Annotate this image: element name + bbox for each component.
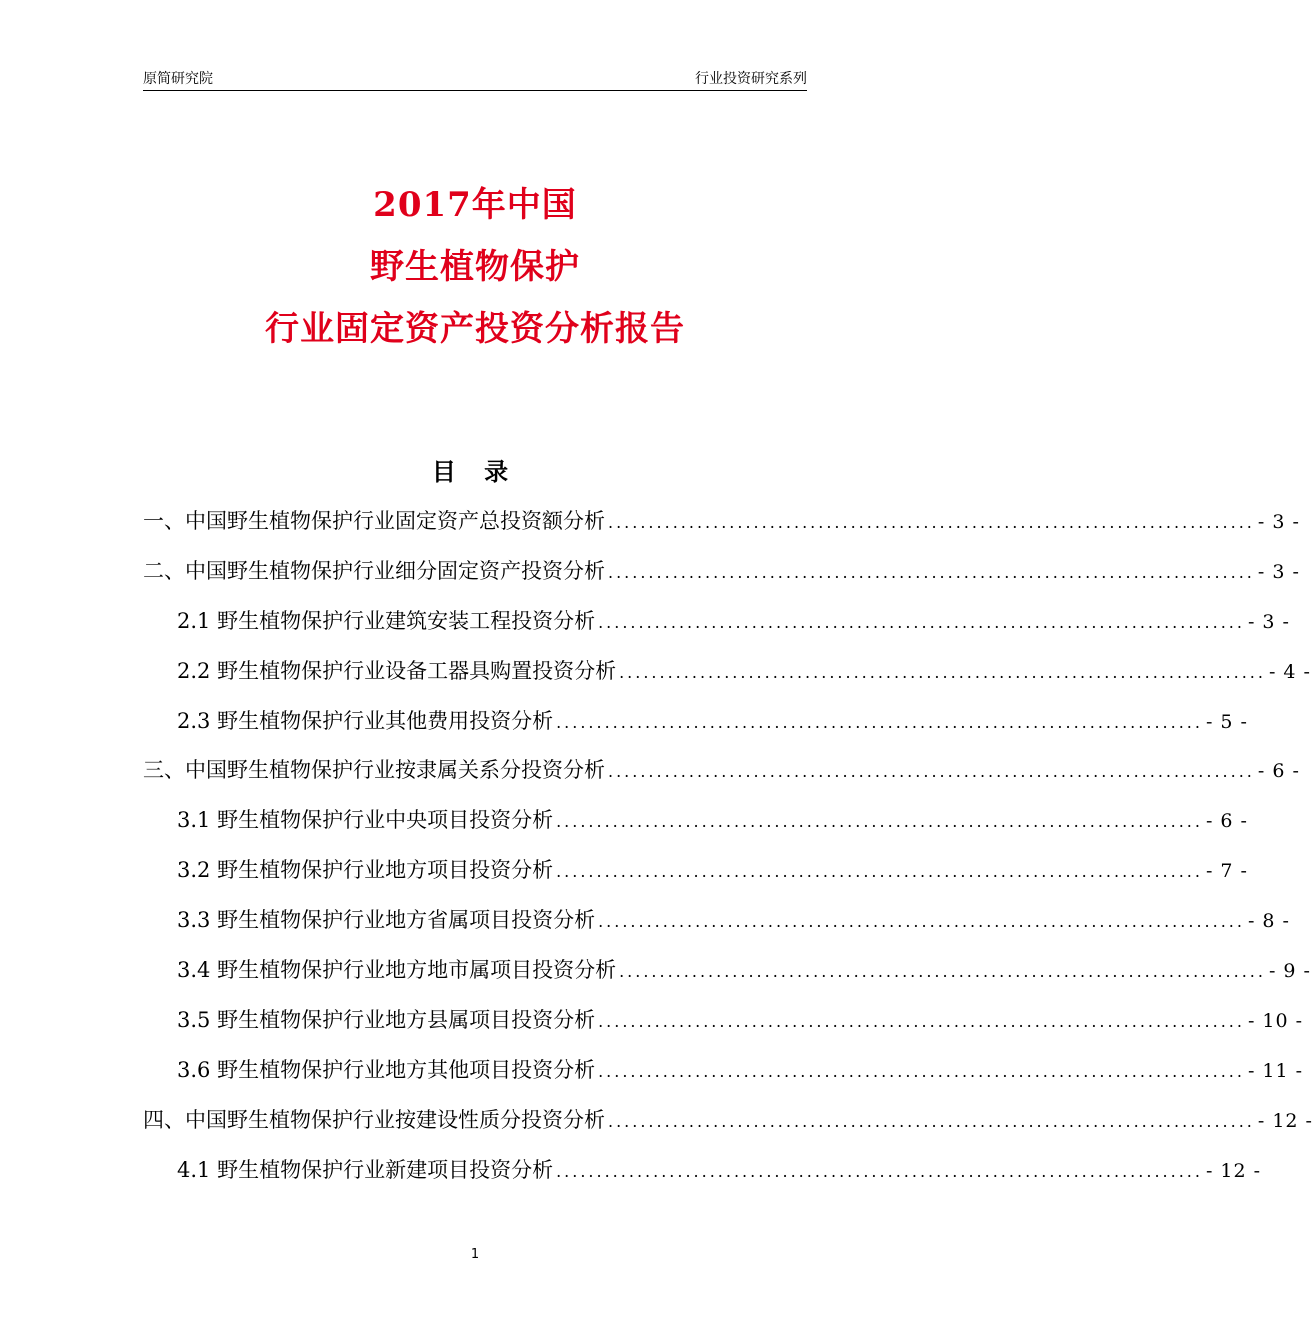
- title-line-1: 2017年中国: [373, 185, 577, 225]
- toc-entry-page: - 5 -: [1205, 710, 1248, 733]
- toc-entry-page: - 11 -: [1247, 1059, 1304, 1082]
- title-line-3: 行业固定资产投资分析报告: [265, 309, 685, 349]
- toc-leader-dots: ................................................................................: [608, 562, 1255, 582]
- toc-entry-page: - 10 -: [1247, 1009, 1304, 1032]
- toc-entry-page: - 12 -: [1205, 1159, 1262, 1182]
- toc-entry[interactable]: [143, 1146, 1262, 1196]
- toc-entry-label: 3.1 野生植物保护行业中央项目投资分析: [177, 808, 554, 833]
- page-number: 1: [470, 1247, 480, 1262]
- toc-entry[interactable]: [143, 547, 1300, 597]
- report-title: [0, 174, 950, 360]
- toc-entry[interactable]: [143, 896, 1290, 946]
- toc-entry-label: 3.2 野生植物保护行业地方项目投资分析: [177, 858, 554, 883]
- toc-entry-page: - 6 -: [1257, 760, 1300, 783]
- toc-entry[interactable]: [143, 796, 1248, 846]
- toc-entry-page: - 7 -: [1205, 860, 1248, 883]
- toc-leader-dots: ................................................................................: [608, 1111, 1255, 1131]
- toc-entry[interactable]: [143, 946, 1311, 996]
- toc-entry-page: - 9 -: [1268, 960, 1311, 983]
- toc-leader-dots: ................................................................................: [598, 1011, 1245, 1031]
- toc-entry-label: 三、中国野生植物保护行业按隶属关系分投资分析: [143, 758, 605, 783]
- toc-entry[interactable]: [143, 996, 1304, 1046]
- toc-entry-page: - 3 -: [1257, 560, 1300, 583]
- toc-leader-dots: ................................................................................: [598, 612, 1245, 632]
- toc-entry-label: 3.5 野生植物保护行业地方县属项目投资分析: [177, 1007, 596, 1032]
- toc-entry-label: 2.1 野生植物保护行业建筑安装工程投资分析: [177, 608, 596, 633]
- toc-heading: 目 录: [431, 458, 519, 486]
- toc-leader-dots: ................................................................................: [556, 1161, 1203, 1181]
- toc-entry-label: 2.3 野生植物保护行业其他费用投资分析: [177, 708, 554, 733]
- toc-entry-label: 二、中国野生植物保护行业细分固定资产投资分析: [143, 558, 605, 583]
- header-left-text: 原简研究院: [143, 71, 213, 87]
- toc-entry[interactable]: [143, 647, 1311, 697]
- toc-entry-label: 3.6 野生植物保护行业地方其他项目投资分析: [177, 1057, 596, 1082]
- toc-leader-dots: ................................................................................: [598, 1061, 1245, 1081]
- toc-entry-page: - 8 -: [1247, 910, 1290, 933]
- toc-leader-dots: ................................................................................: [619, 662, 1266, 682]
- toc-entry-label: 3.4 野生植物保护行业地方地市属项目投资分析: [177, 958, 617, 983]
- toc-entry-page: - 3 -: [1247, 610, 1290, 633]
- toc-entry-label: 3.3 野生植物保护行业地方省属项目投资分析: [177, 908, 596, 933]
- toc-entry[interactable]: [143, 697, 1248, 747]
- toc-entry-page: - 6 -: [1205, 810, 1248, 833]
- toc-entry[interactable]: [143, 746, 1300, 796]
- toc-entry-label: 四、中国野生植物保护行业按建设性质分投资分析: [143, 1107, 605, 1132]
- toc-entry[interactable]: [143, 497, 1300, 547]
- toc-leader-dots: ................................................................................: [608, 513, 1255, 532]
- toc-entry-page: - 4 -: [1268, 660, 1311, 683]
- toc-leader-dots: ................................................................................: [619, 962, 1266, 982]
- toc-leader-dots: ................................................................................: [608, 762, 1255, 782]
- toc-entry-label: 2.2 野生植物保护行业设备工器具购置投资分析: [177, 658, 617, 683]
- table-of-contents: [143, 497, 1313, 1195]
- toc-entry-label: 4.1 野生植物保护行业新建项目投资分析: [177, 1157, 554, 1182]
- header-right-text: 行业投资研究系列: [695, 71, 807, 87]
- toc-entry[interactable]: [143, 1046, 1304, 1096]
- toc-entry-page: - 12 -: [1257, 1109, 1313, 1132]
- toc-entry[interactable]: [143, 597, 1290, 647]
- title-line-2: 野生植物保护: [370, 247, 580, 287]
- toc-leader-dots: ................................................................................: [556, 862, 1203, 882]
- toc-leader-dots: ................................................................................: [598, 912, 1245, 932]
- toc-entry-page: - 3 -: [1257, 511, 1300, 533]
- toc-entry[interactable]: [143, 1096, 1313, 1146]
- toc-leader-dots: ................................................................................: [556, 712, 1203, 732]
- toc-entry[interactable]: [143, 846, 1248, 896]
- page-header: [143, 66, 807, 91]
- toc-entry-label: 一、中国野生植物保护行业固定资产总投资额分析: [143, 509, 605, 533]
- toc-leader-dots: ................................................................................: [556, 812, 1203, 832]
